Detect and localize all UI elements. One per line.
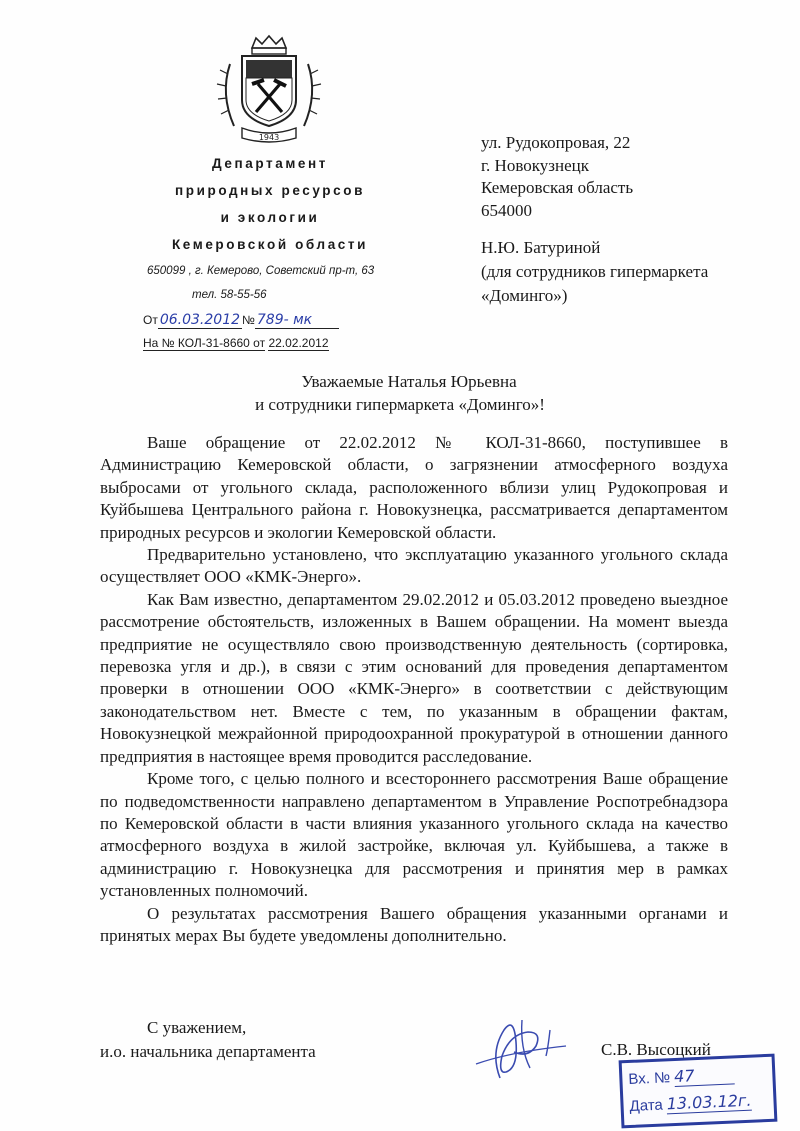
out-date: 06.03.2012 [159,312,241,328]
handwritten-signature [470,1012,580,1084]
salutation [0,370,800,416]
salutation-line-2: и сотрудники гипермаркета «Доминго»! [255,395,545,414]
closing-regards: С уважением, [147,1018,247,1037]
dept-line-1: Департамент [211,156,328,171]
sender-address: 650099 , г. Кемерово, Советский пр-т, 63 [147,265,375,277]
body-paragraph-4: Кроме того, с целью полного и всестороннего рассмотрения Ваше обращение по подведомственности направлено департаментом в Управление Роспотребнадзора по Кемеровской области в части влияния указанного угольного склада на качество атмосферного воздуха в жилой застройке, включая ул. Куйбышева, а также в администрацию г. Новокузнецка для рассмотрения и принятия мер в рамках установленных полномочий. [100,769,728,901]
coat-of-arms-emblem [212,34,326,146]
stamp-date-label: Дата [629,1096,664,1115]
recipient-org-1: (для сотрудников гипермаркета [481,262,709,281]
dept-line-3: и экологии [220,210,320,225]
in-ref-date: 22.02.2012 [268,336,329,350]
out-no-label: № [242,313,255,327]
sender-phone: тел. 58-55-56 [192,289,267,301]
addressee-address [481,132,633,222]
out-number: 789- мк [256,312,313,328]
salutation-line-1: Уважаемые Наталья Юрьевна [301,372,517,391]
registration-stamp [619,1054,778,1129]
addr-street: ул. Рудокопровая, 22 [481,133,631,152]
signer-name: С.В. Высоцкий [601,1040,711,1059]
out-prefix: От [143,313,158,327]
incoming-reference [143,336,329,350]
letter-body [100,432,728,947]
in-ref-number: На № КОЛ-31-8660 от [143,336,266,350]
outgoing-reference [143,312,339,329]
addr-city: г. Новокузнецк [481,155,589,175]
body-paragraph-2: Предварительно установлено, что эксплуатацию указанного угольного склада осуществляет ООО «КМК-Энерго». [100,545,728,587]
stamp-date-row [629,1091,752,1116]
addr-region: Кемеровская область [481,178,634,197]
body-paragraph-5: О результатах рассмотрения Вашего обращения указанными органами и принятых мерах Вы будете уведомлены дополнительно. [100,903,728,945]
stamp-date-value: 13.03.12г. [666,1090,752,1114]
closing-position: и.о. начальника департамента [100,1042,316,1061]
stamp-number-row [628,1064,735,1089]
closing [100,1016,316,1064]
department-name [120,150,420,258]
addressee-recipient [481,236,708,308]
dept-line-4: Кемеровской области [171,237,369,252]
body-paragraph-1: Ваше обращение от 22.02.2012 № КОЛ-31-8660, поступившее в Администрацию Кемеровской области, о загрязнении атмосферного воздуха выбросами от угольного склада, расположенного вблизи улиц Рудокопровая и Куйбышева Центрального района г. Новокузнецка, рассматривается департаментом природных ресурсов и экологии Кемеровской области. [100,433,728,542]
emblem-year: 1943 [258,133,280,142]
recipient-name: Н.Ю. Батуриной [481,238,601,257]
stamp-number-label: Вх. № [628,1069,671,1089]
body-paragraph-3: Как Вам известно, департаментом 29.02.2012 и 05.03.2012 проведено выездное рассмотрение обстоятельств, изложенных в Вашем обращении. На момент выезда предприятие не осуществляло свою производственную деятельность (сортировка, перевозка угля и др.), в связи с этим оснований для проведения департаментом проверки в отношении ООО «КМК-Энерго» в соответствии с действующим законодательством нет. Вместе с тем, по указанным в обращении фактам, Новокузнецкой межрайонной природоохранной прокуратурой в отношении данного предприятия в настоящее время проводится расследование. [100,589,728,766]
addr-zip: 654000 [481,200,532,220]
recipient-org-2: «Доминго») [481,286,568,305]
stamp-number-value: 47 [674,1064,735,1087]
dept-line-2: природных ресурсов [174,183,366,198]
